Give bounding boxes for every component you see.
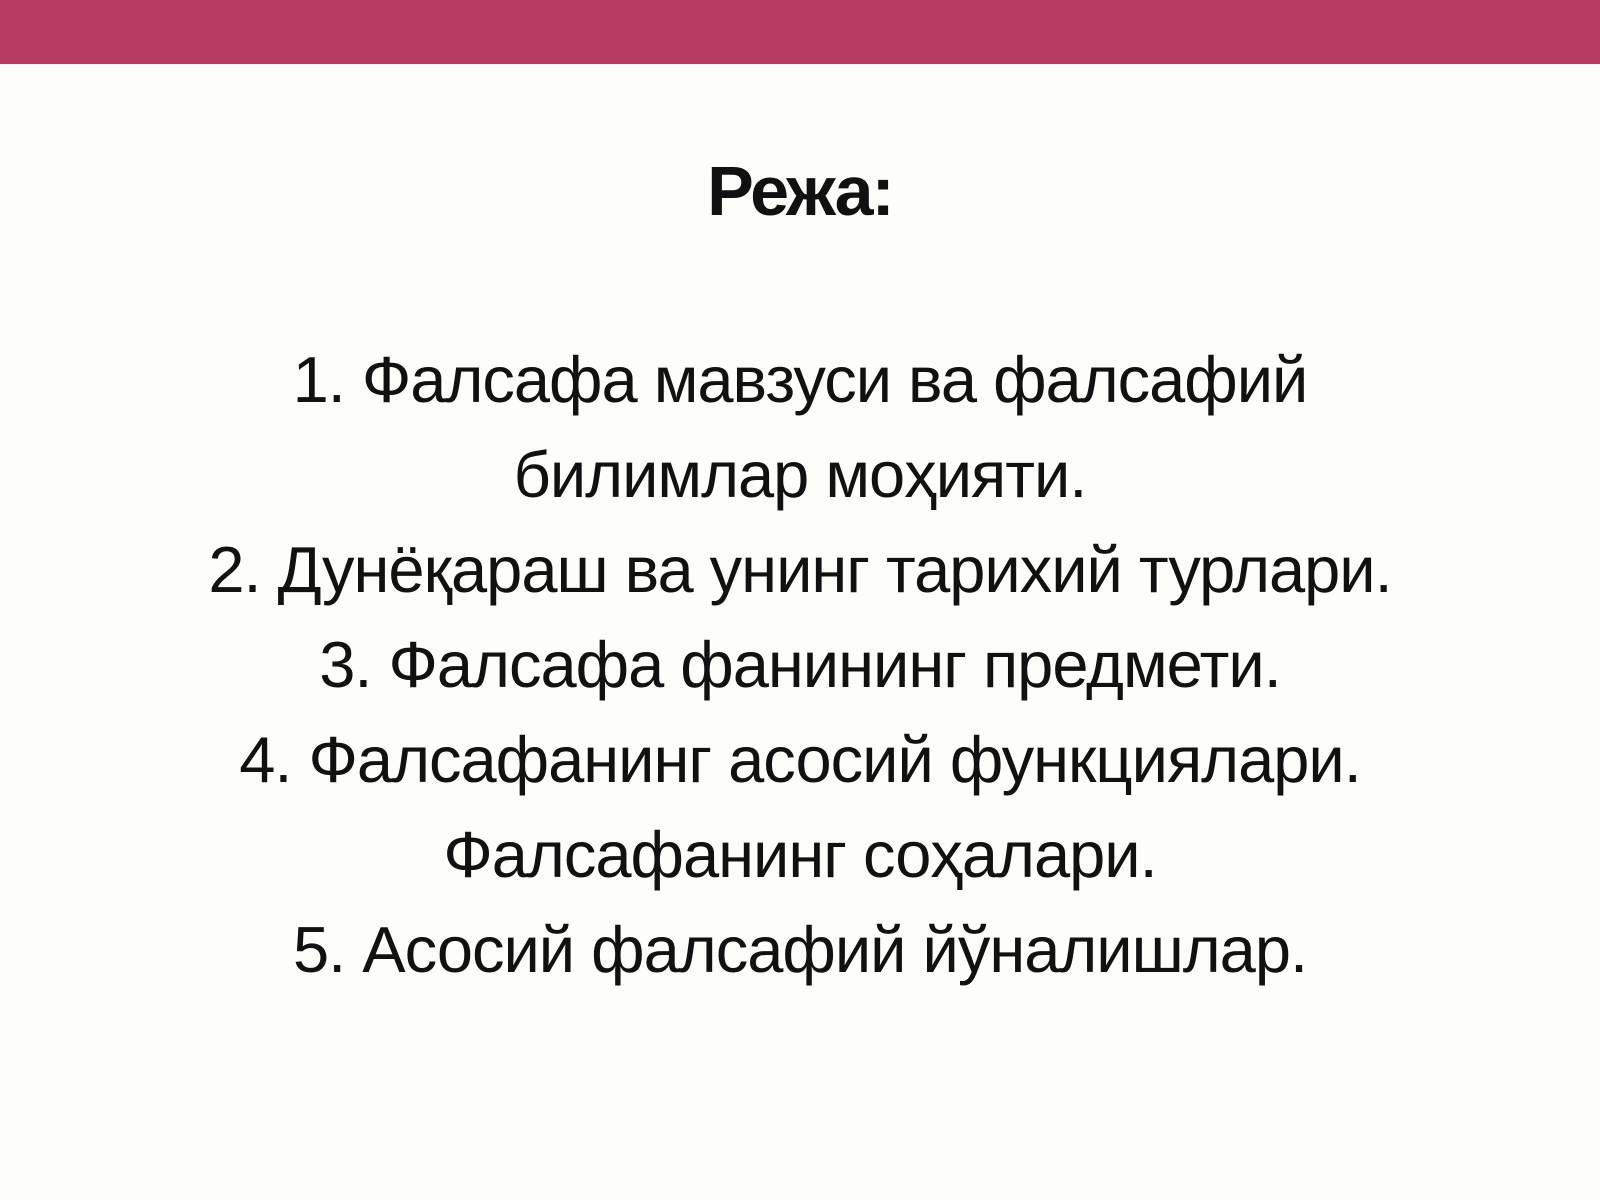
- header-accent-bar: [0, 0, 1600, 64]
- plan-item-2: [60, 522, 1540, 617]
- plan-item-4-line-2: Фалсафанинг соҳалари.: [443, 818, 1157, 891]
- plan-item-4-line-1: 4. Фалсафанинг асосий функциялари.: [239, 723, 1361, 796]
- slide-content: [0, 64, 1600, 1200]
- plan-item-5: [60, 902, 1540, 997]
- plan-item-3: [60, 617, 1540, 712]
- plan-item-1-line-2: билимлар моҳияти.: [513, 438, 1087, 511]
- plan-item-4: [60, 712, 1540, 902]
- plan-item-5-line-1: 5. Асосий фалсафий йўналишлар.: [292, 913, 1308, 986]
- plan-item-1-line-1: 1. Фалсафа мавзуси ва фалсафий: [292, 343, 1308, 416]
- plan-item-1: [60, 332, 1540, 522]
- plan-item-3-line-1: 3. Фалсафа фанининг предмети.: [319, 628, 1281, 701]
- plan-list: [60, 332, 1540, 997]
- slide-title: Режа:: [707, 152, 893, 230]
- plan-item-2-line-1: 2. Дунёқараш ва унинг тарихий турлари.: [208, 533, 1392, 606]
